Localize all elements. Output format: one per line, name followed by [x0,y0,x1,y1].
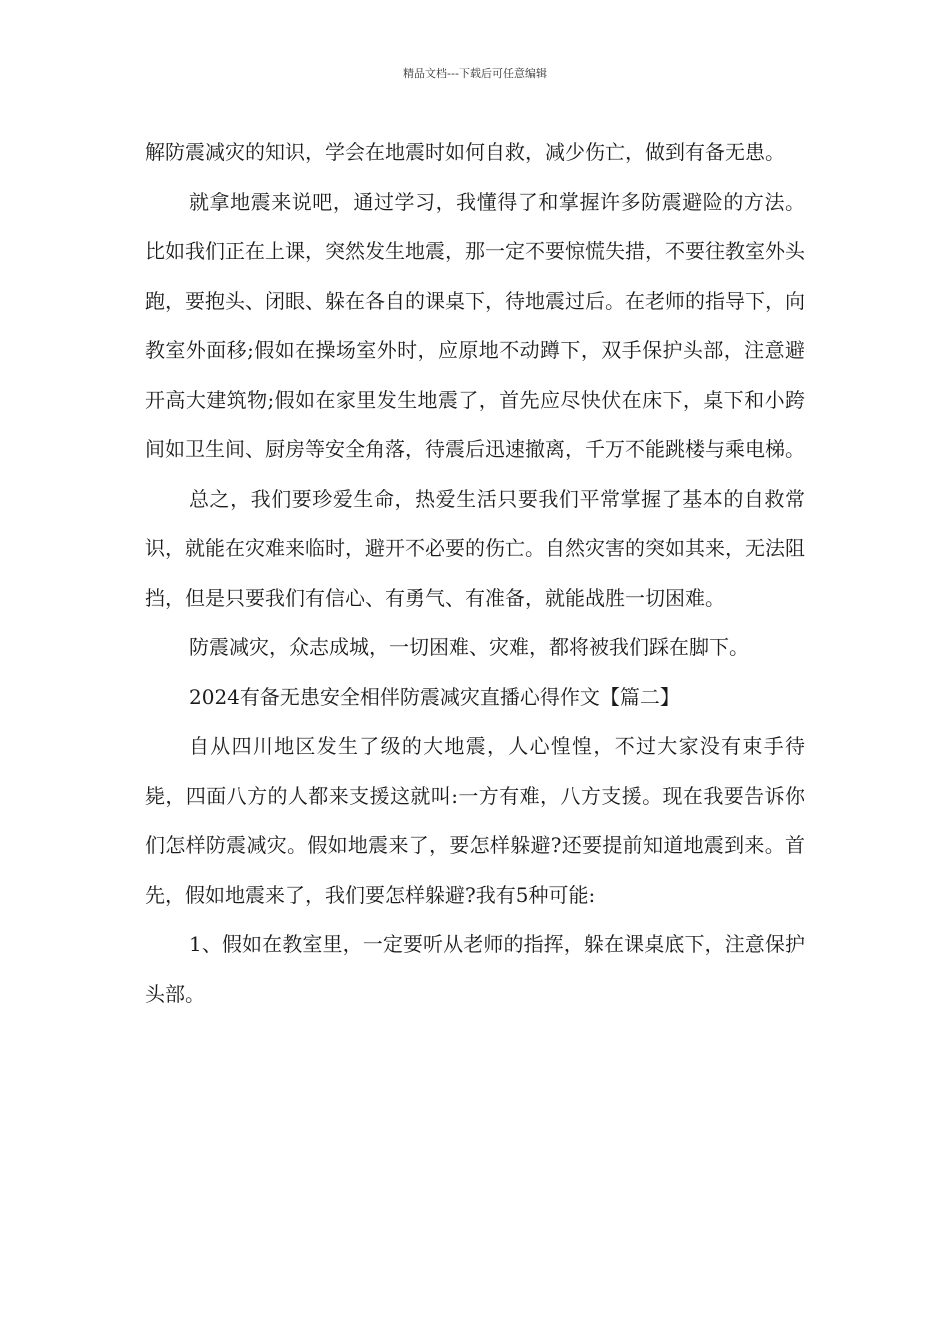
paragraph: 就拿地震来说吧，通过学习，我懂得了和掌握许多防震避险的方法。比如我们正在上课，突然发生地震，那一定不要惊慌失措，不要往教室外头跑，要抱头、闭眼、躲在各自的课桌下，待地震过后。在老师的指导下，向教室外面移;假如在操场室外时，应原地不动蹲下，双手保护头部，注意避开高大建筑物;假如在家里发生地震了，首先应尽快伏在床下，桌下和小跨间如卫生间、厨房等安全角落，待震后迅速撤离，千万不能跳楼与乘电梯。 [145,189,805,461]
paragraph: 防震减灾，众志成城，一切困难、灾难，都将被我们踩在脚下。 [189,635,749,659]
paragraph: 1、假如在教室里，一定要听从老师的指挥，躲在课桌底下，注意保护头部。 [145,932,805,1006]
section-heading: 2024有备无患安全相伴防震减灾直播心得作文【篇二】 [189,684,680,709]
document-body [145,128,805,1019]
paragraph: 自从四川地区发生了级的大地震，人心惶惶，不过大家没有束手待毙，四面八方的人都来支援这就叫:一方有难，八方支援。现在我要告诉你们怎样防震减灾。假如地震来了，要怎样躲避?还要提前知道地震到来。首先，假如地震来了，我们要怎样躲避?我有5种可能: [145,734,805,907]
paragraph: 解防震减灾的知识，学会在地震时如何自救，减少伤亡，做到有备无患。 [145,140,785,164]
page-header: 精品文档---下载后可任意编辑 [403,67,547,80]
paragraph: 总之，我们要珍爱生命，热爱生活只要我们平常掌握了基本的自救常识，就能在灾难来临时，避开不必要的伤亡。自然灾害的突如其来，无法阻挡，但是只要我们有信心、有勇气、有准备，就能战胜一切困难。 [145,486,805,610]
